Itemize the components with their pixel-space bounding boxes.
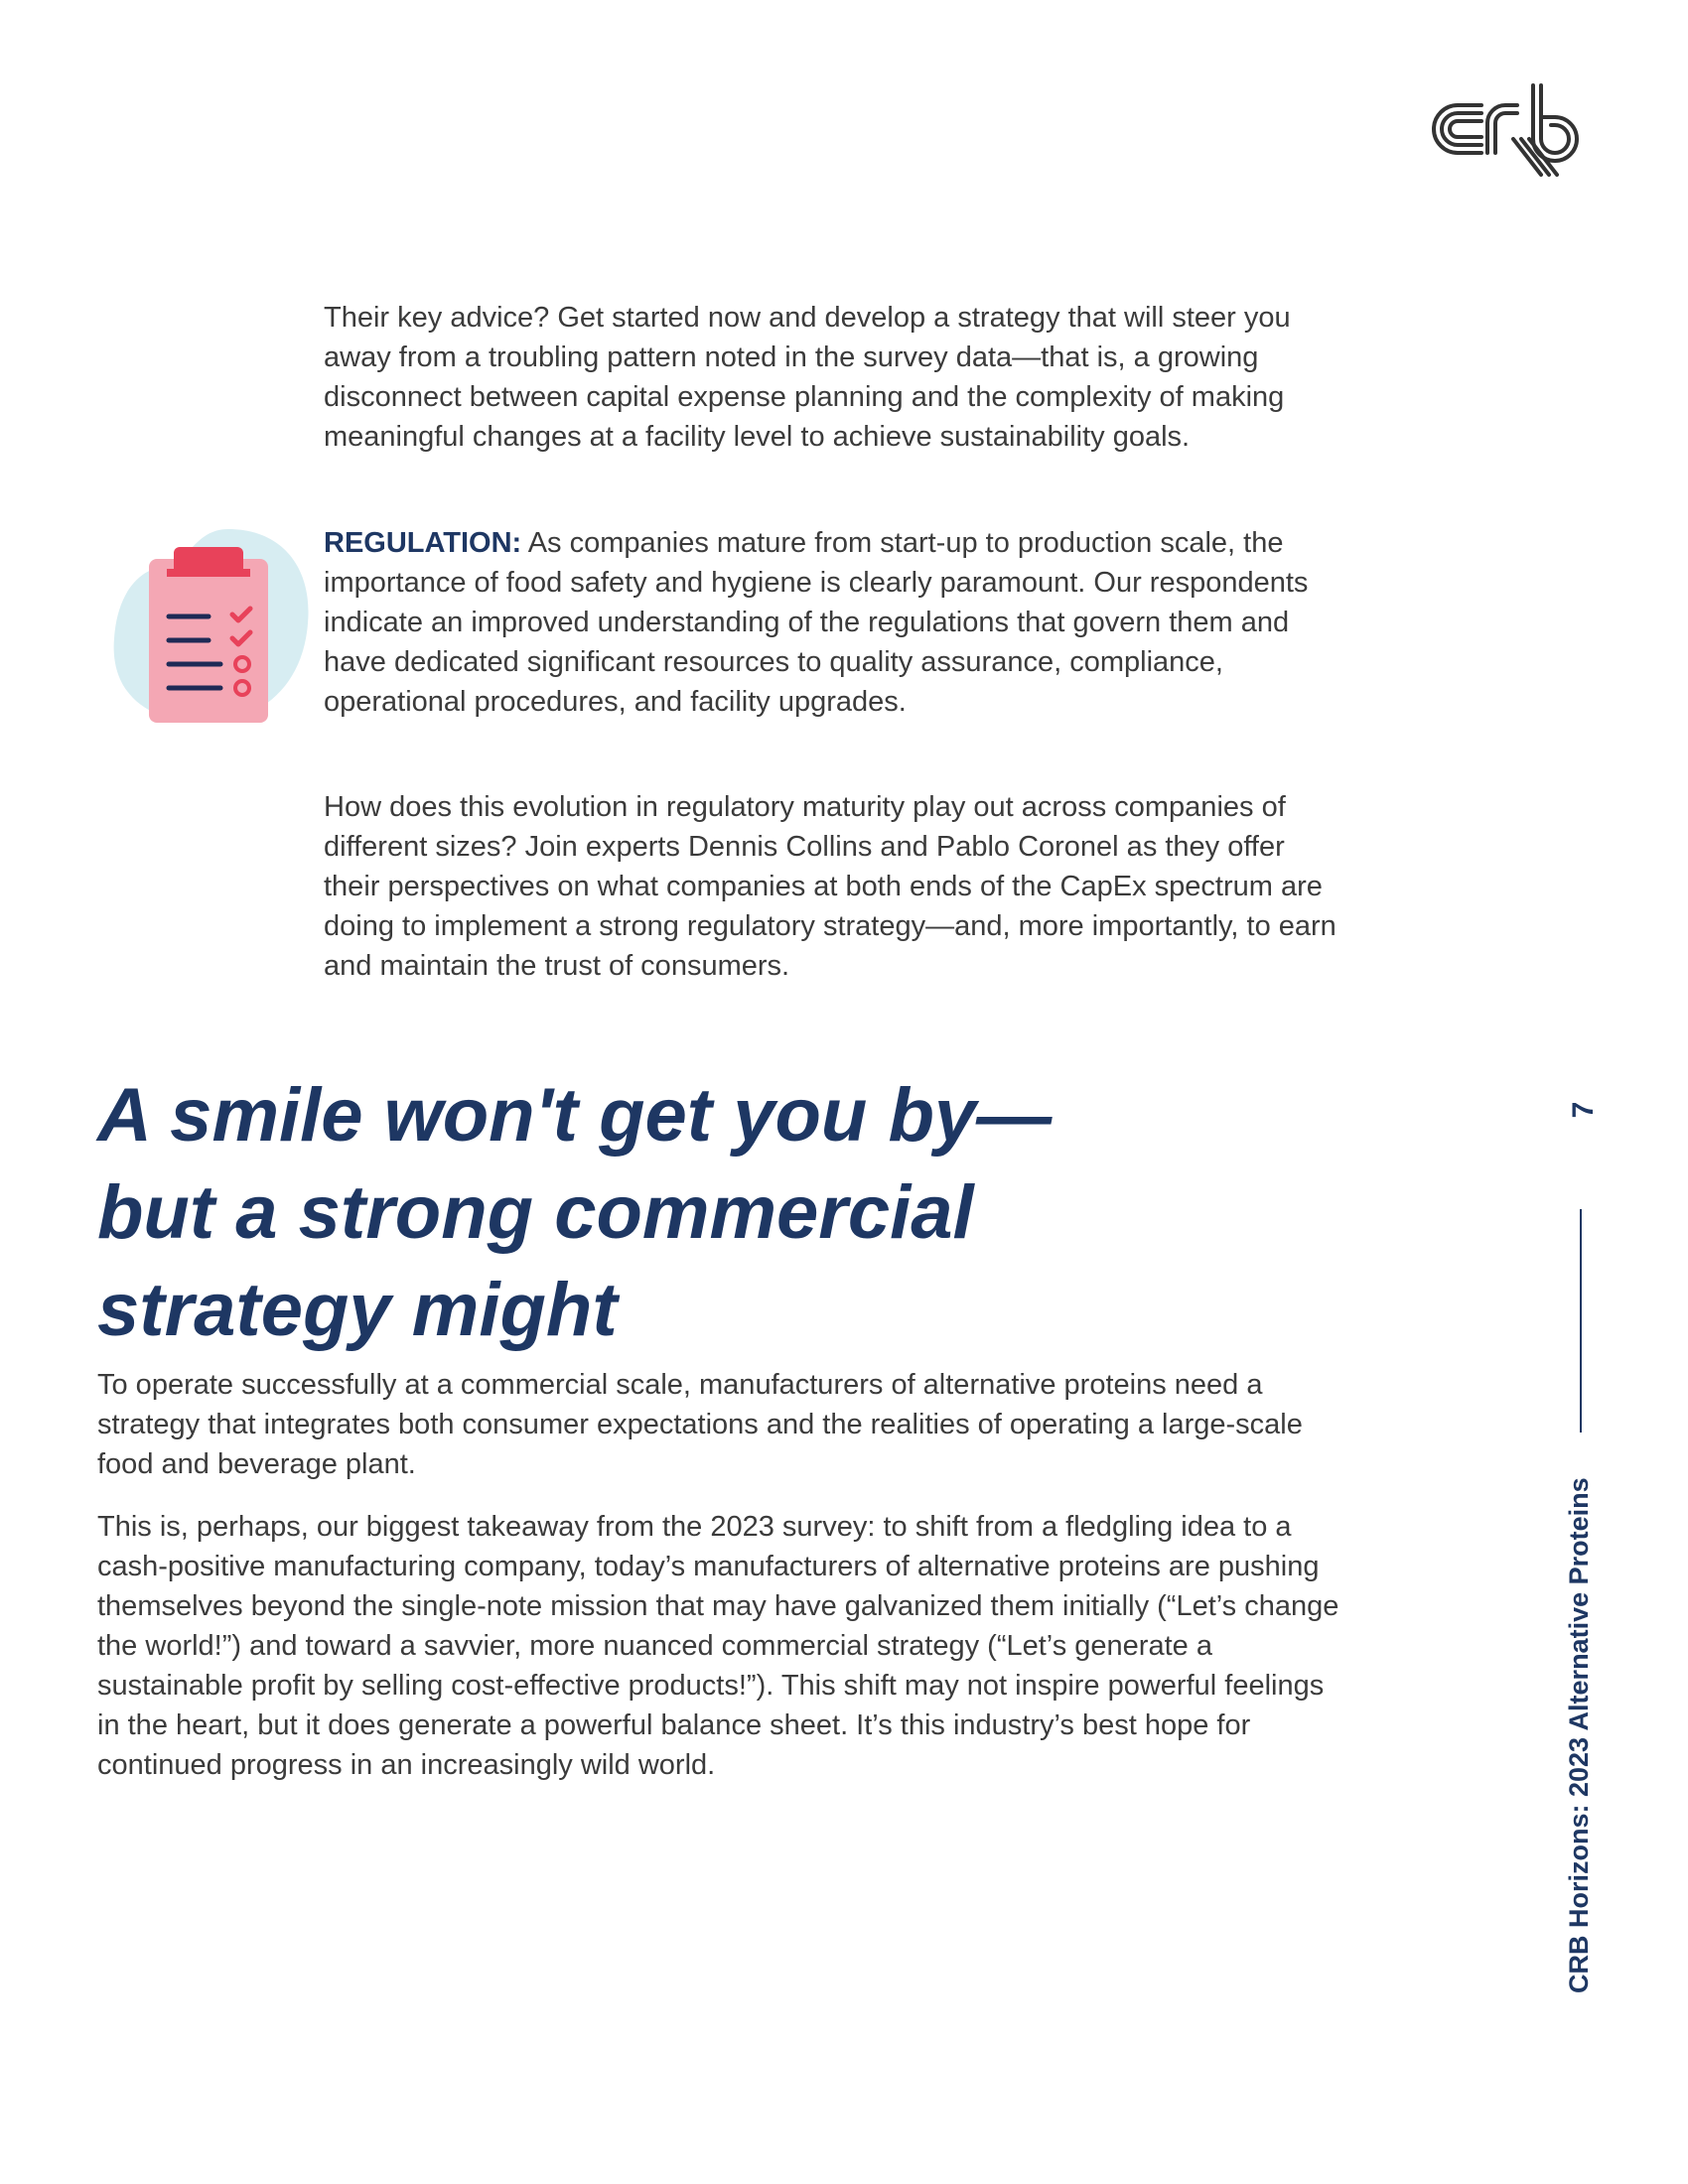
evolution-paragraph: How does this evolution in regulatory maturity play out across companies of different sizes? Join experts Dennis Collins and Pablo Coronel as they offer their perspectives on what companies at both ends of the CapEx spectrum are doing to implement a strong regulatory strategy—and, more importantly, to earn and maintain the trust of consumers. (324, 791, 1336, 982)
commercial-scale-paragraph: To operate successfully at a commercial scale, manufacturers of alternative proteins need a strategy that integrates both consumer expectations and the realities of operating a large-scale food and beverage plant. (97, 1369, 1303, 1480)
page-number: 7 (1567, 1101, 1600, 1119)
regulation-label: REGULATION: (324, 527, 522, 559)
regulation-text: As companies mature from start-up to production scale, the importance of food safety and hygiene is clearly paramount. Our respondents indicate an improved understanding of the regulations that govern them and have dedicated significant resources to quality assurance, compliance, operational procedures, and facility upgrades. (324, 527, 1309, 718)
section-headline (97, 1067, 1289, 1359)
intro-paragraph: Their key advice? Get started now and develop a strategy that will steer you away from a troubling pattern noted in the survey data—that is, a growing disconnect between capital expense planning and the complexity of making meaningful changes at a facility level to achieve sustainability goals. (324, 302, 1291, 453)
clipboard-checklist-icon (109, 529, 313, 733)
crb-logo-icon (1430, 79, 1594, 179)
headline-line-2: but a strong commercial (97, 1170, 974, 1255)
side-divider (1580, 1209, 1582, 1433)
headline-line-3: strategy might (97, 1268, 618, 1352)
headline-line-1: A smile won't get you by— (97, 1073, 1053, 1158)
survey-takeaway-paragraph: This is, perhaps, our biggest takeaway from the 2023 survey: to shift from a fledgling idea to a cash-positive manufacturing company, today’s manufacturers of alternative proteins are pushing themselves beyond the single-note mission that may have galvanized them initially (“Let’s change the world!”) and toward a savvier, more nuanced commercial strategy (“Let’s generate a sustainable profit by selling cost-effective products!”). This shift may not inspire powerful feelings in the heart, but it does generate a powerful balance sheet. It’s this industry’s best hope for continued progress in an increasingly wild world. (97, 1511, 1339, 1781)
publication-title: CRB Horizons: 2023 Alternative Proteins (1564, 1477, 1594, 1993)
regulation-paragraph (324, 523, 1346, 722)
